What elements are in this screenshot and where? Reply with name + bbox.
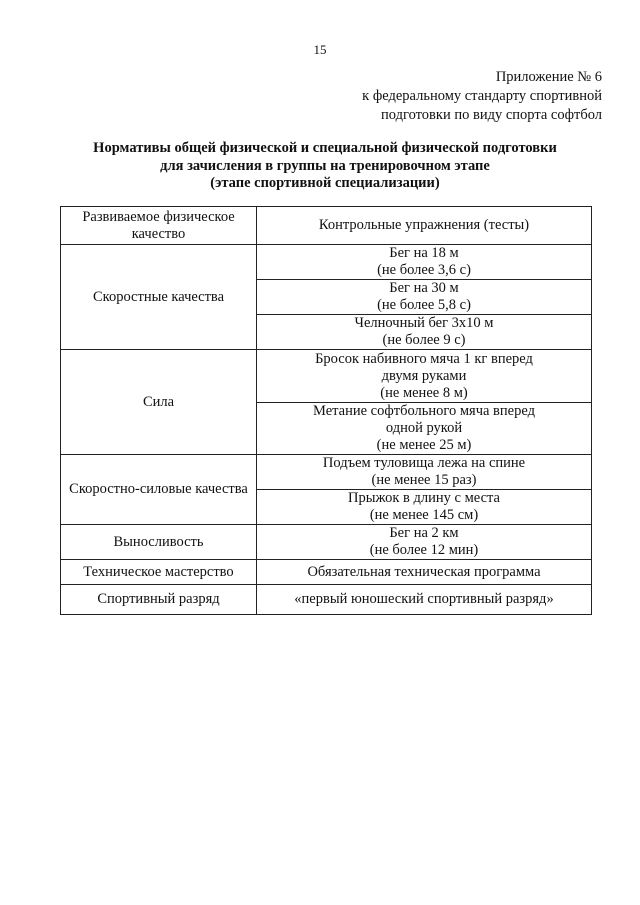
table-row <box>61 455 592 490</box>
test-norm: (не менее 15 раз) <box>371 472 477 488</box>
table-row <box>61 350 592 403</box>
table-row <box>61 560 592 585</box>
test-norm: (не менее 25 м) <box>376 437 472 453</box>
title-line: для зачисления в группы на тренировочном этапе <box>160 157 490 174</box>
test-cell <box>257 455 592 490</box>
appendix-line: подготовки по виду спорта софтбол <box>381 107 602 123</box>
title-line: Нормативы общей физической и специальной физической подготовки <box>93 140 557 156</box>
appendix-line: Приложение № 6 <box>495 69 602 85</box>
test-name: Бег на 30 м <box>389 280 459 296</box>
test-cell <box>257 490 592 525</box>
table-row <box>61 585 592 615</box>
quality-cell: Техническое мастерство <box>61 560 257 585</box>
test-cell <box>257 280 592 315</box>
test-cell: «первый юношеский спортивный разряд» <box>257 585 592 615</box>
test-name: Бросок набивного мяча 1 кг вперед <box>315 350 533 367</box>
quality-cell: Выносливость <box>61 525 257 560</box>
test-norm: (не более 3,6 с) <box>377 262 471 278</box>
test-name: Бег на 18 м <box>389 245 459 261</box>
test-name: Прыжок в длину с места <box>348 490 500 506</box>
table-row <box>61 245 592 280</box>
quality-cell: Скоростные качества <box>61 245 257 350</box>
test-cell <box>257 525 592 560</box>
test-norm: (не более 5,8 с) <box>377 297 471 313</box>
appendix-line: к федеральному стандарту спортивной <box>362 88 602 104</box>
test-name: Метание софтбольного мяча вперед <box>313 403 535 419</box>
test-name: двумя руками <box>381 367 467 384</box>
table-header-row <box>61 207 592 245</box>
test-name: Челночный бег 3х10 м <box>354 315 494 331</box>
test-name: одной рукой <box>385 420 463 436</box>
quality-cell: Спортивный разряд <box>61 585 257 615</box>
header-text: Развиваемое физическое <box>82 208 235 225</box>
header-tests: Контрольные упражнения (тесты) <box>257 207 592 245</box>
test-cell <box>257 315 592 350</box>
test-norm: (не менее 8 м) <box>380 384 468 401</box>
test-cell <box>257 350 592 403</box>
test-cell <box>257 403 592 455</box>
header-quality <box>61 207 257 245</box>
test-norm: (не более 12 мин) <box>369 542 479 558</box>
test-norm: (не более 9 с) <box>382 332 466 348</box>
test-name: Бег на 2 км <box>389 525 459 541</box>
table-row <box>61 525 592 560</box>
title-line: (этапе спортивной специализации) <box>210 175 440 191</box>
quality-cell: Скоростно-силовые качества <box>61 455 257 525</box>
test-name: Подъем туловища лежа на спине <box>322 455 526 471</box>
document-title <box>60 140 590 193</box>
test-cell: Обязательная техническая программа <box>257 560 592 585</box>
quality-cell: Сила <box>61 350 257 455</box>
test-cell <box>257 245 592 280</box>
page-number: 15 <box>313 42 327 57</box>
norms-table <box>60 206 592 615</box>
test-norm: (не менее 145 см) <box>369 507 479 523</box>
header-text: качество <box>131 225 186 242</box>
appendix-header <box>362 68 602 125</box>
